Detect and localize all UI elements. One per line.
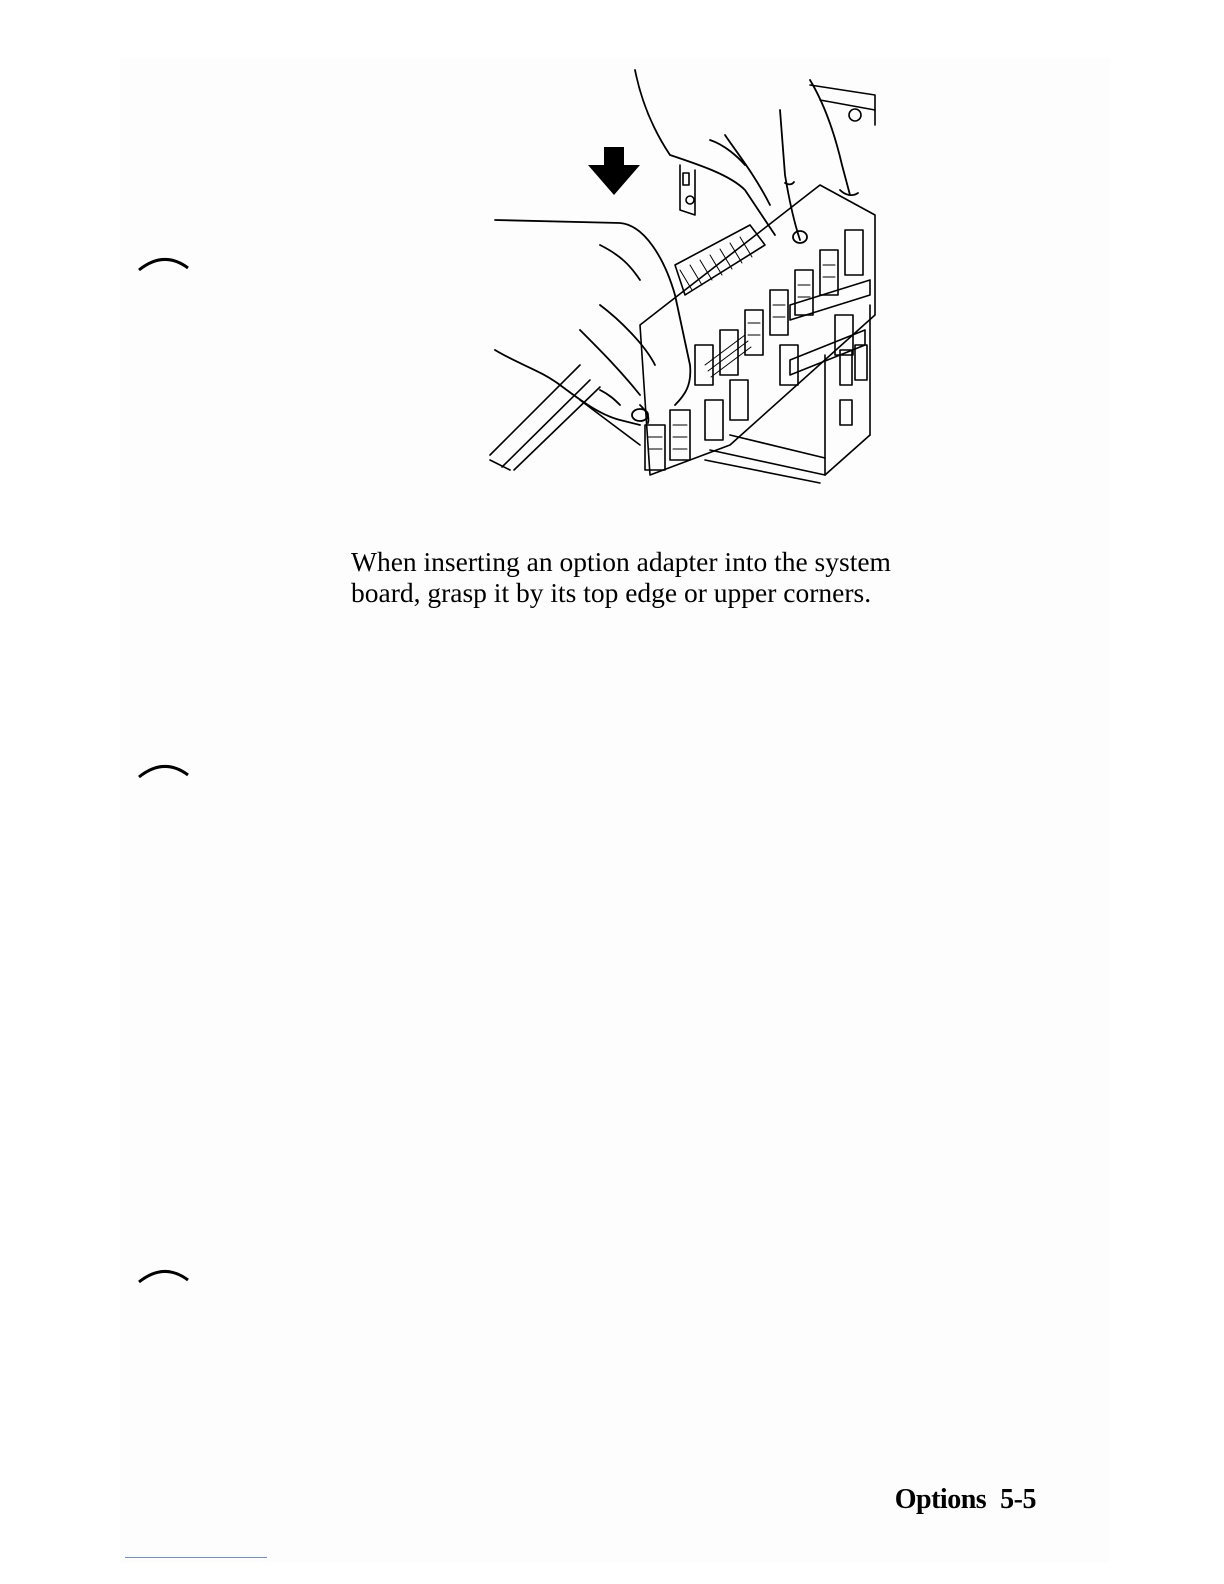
binder-hole-mark-bottom: [136, 1262, 196, 1292]
caption: [351, 546, 991, 608]
down-arrow-icon: [588, 147, 640, 195]
hands-inserting-adapter-illustration: [480, 65, 880, 485]
binder-hole-mark-top: [136, 250, 196, 280]
page-footer: [895, 1484, 1036, 1516]
caption-line-1: When inserting an option adapter into the system: [351, 546, 891, 577]
right-hand: [635, 70, 858, 243]
adapter-card: [640, 185, 875, 475]
bottom-rule: [125, 1557, 267, 1558]
binder-hole-mark-middle: [136, 757, 196, 787]
page-number: 5-5: [1000, 1484, 1036, 1515]
chassis-frame: [490, 305, 870, 483]
caption-line-2: board, grasp it by its top edge or upper corners.: [351, 577, 872, 608]
mounting-bracket: [680, 85, 875, 215]
footer-section-title: Options: [894, 1484, 987, 1515]
